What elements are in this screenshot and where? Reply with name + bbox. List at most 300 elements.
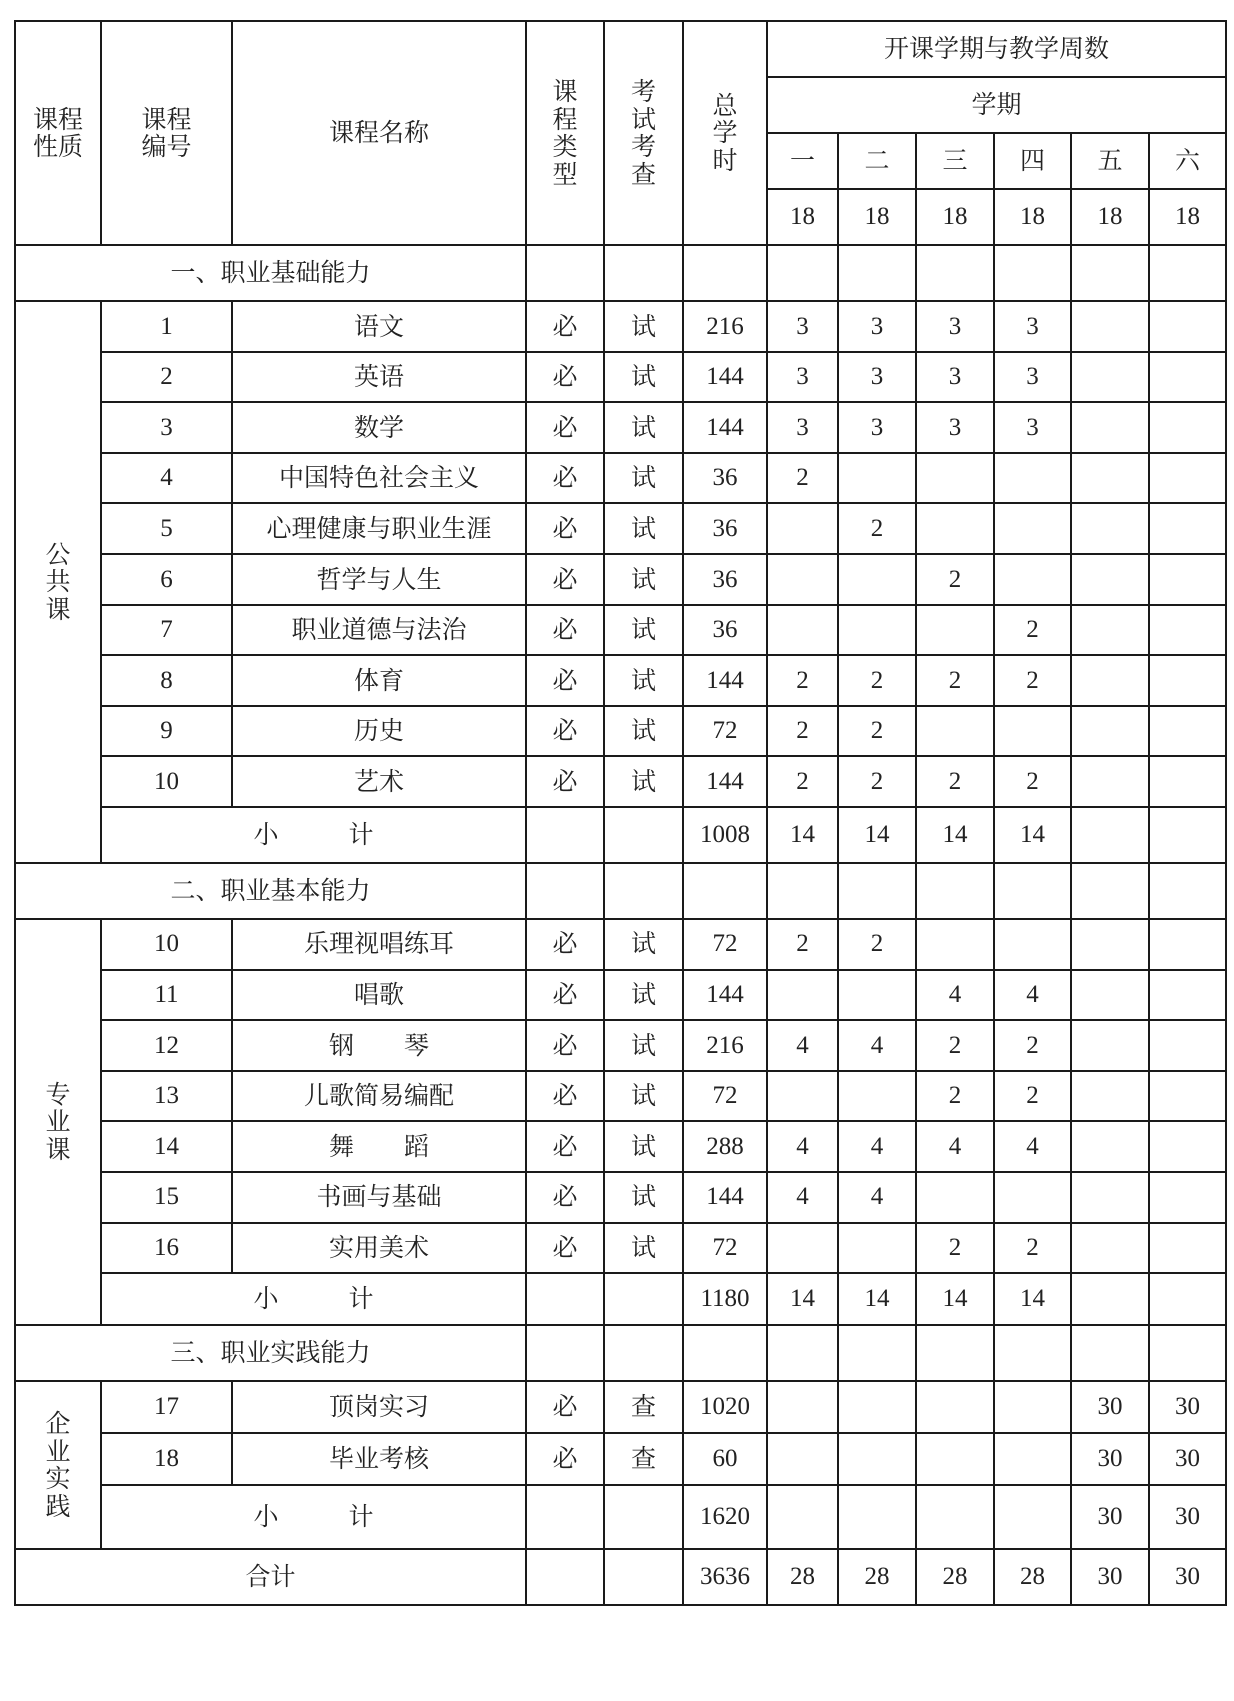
semester-2-hours: 2 [838,919,916,970]
empty-cell [1071,1325,1149,1381]
exam-type: 试 [604,655,683,706]
course-hours: 36 [683,453,767,504]
course-type: 必 [526,402,604,453]
course-number: 7 [101,605,232,656]
exam-type: 查 [604,1433,683,1485]
exam-type: 试 [604,1071,683,1122]
semester-3-hours [916,1381,994,1433]
semester-3-hours: 2 [916,554,994,605]
header-semester: 学期 [767,77,1226,133]
subtotal-semester-2 [838,1485,916,1549]
course-hours: 60 [683,1433,767,1485]
semester-4-hours: 2 [994,1071,1071,1122]
subtotal-semester-6 [1149,1273,1226,1325]
course-name: 数学 [232,402,526,453]
course-type: 必 [526,554,604,605]
header-course-name: 课程名称 [232,21,526,245]
course-number: 6 [101,554,232,605]
header-weeks-6: 18 [1149,189,1226,245]
subtotal-semester-2: 14 [838,1273,916,1325]
table-row [15,605,1226,656]
semester-3-hours [916,503,994,554]
header-weeks-1: 18 [767,189,838,245]
exam-type: 试 [604,554,683,605]
semester-1-hours: 2 [767,706,838,757]
course-type: 必 [526,1121,604,1172]
semester-5-hours [1071,352,1149,403]
semester-2-hours [838,970,916,1021]
header-weeks-5: 18 [1071,189,1149,245]
subtotal-semester-3: 14 [916,1273,994,1325]
course-name: 心理健康与职业生涯 [232,503,526,554]
semester-1-hours [767,1381,838,1433]
total-semester-4: 28 [994,1549,1071,1605]
course-hours: 144 [683,970,767,1021]
semester-6-hours [1149,453,1226,504]
subtotal-label-a: 小 [253,1502,279,1532]
subtotal-semester-1: 14 [767,807,838,863]
semester-3-hours [916,605,994,656]
course-type: 必 [526,706,604,757]
empty-cell [838,245,916,301]
course-hours: 72 [683,1223,767,1274]
subtotal-label [101,807,526,863]
course-type: 必 [526,1223,604,1274]
course-hours: 36 [683,503,767,554]
semester-3-hours: 2 [916,1071,994,1122]
total-label: 合计 [15,1549,526,1605]
semester-1-hours: 4 [767,1121,838,1172]
subtotal-row [15,807,1226,863]
table-row [15,1020,1226,1071]
semester-1-hours [767,1223,838,1274]
course-name: 舞 蹈 [232,1121,526,1172]
semester-4-hours: 3 [994,402,1071,453]
total-semester-5: 30 [1071,1549,1149,1605]
course-number: 8 [101,655,232,706]
semester-4-hours: 2 [994,1020,1071,1071]
course-type: 必 [526,1381,604,1433]
course-name: 乐理视唱练耳 [232,919,526,970]
empty-cell [838,863,916,919]
semester-3-hours [916,1172,994,1223]
semester-2-hours [838,1223,916,1274]
course-type: 必 [526,756,604,807]
course-number: 13 [101,1071,232,1122]
subtotal-label [101,1273,526,1325]
semester-1-hours [767,1071,838,1122]
empty-cell [1149,863,1226,919]
empty-cell [604,863,683,919]
semester-4-hours [994,503,1071,554]
empty-cell [526,1325,604,1381]
subtotal-semester-5: 30 [1071,1485,1149,1549]
section-row [15,245,1226,301]
subtotal-semester-3 [916,1485,994,1549]
course-number: 12 [101,1020,232,1071]
semester-2-hours: 3 [838,301,916,352]
subtotal-semester-1 [767,1485,838,1549]
semester-4-hours [994,1172,1071,1223]
semester-6-hours [1149,554,1226,605]
semester-4-hours: 2 [994,756,1071,807]
exam-type: 试 [604,1223,683,1274]
semester-3-hours: 4 [916,970,994,1021]
empty-cell [526,1273,604,1325]
semester-6-hours [1149,1223,1226,1274]
semester-3-hours [916,706,994,757]
subtotal-row [15,1485,1226,1549]
header-course-nature: 课程 性质 [15,21,101,245]
section-row [15,863,1226,919]
subtotal-label [101,1485,526,1549]
empty-cell [994,1325,1071,1381]
semester-5-hours: 30 [1071,1381,1149,1433]
header-course-type: 课 程 类 型 [526,21,604,245]
table-row [15,402,1226,453]
subtotal-hours: 1008 [683,807,767,863]
course-name: 毕业考核 [232,1433,526,1485]
semester-6-hours [1149,402,1226,453]
course-name: 书画与基础 [232,1172,526,1223]
semester-4-hours: 4 [994,970,1071,1021]
course-hours: 1020 [683,1381,767,1433]
course-number: 3 [101,402,232,453]
total-semester-3: 28 [916,1549,994,1605]
semester-6-hours [1149,503,1226,554]
subtotal-label-b: 计 [348,820,374,850]
subtotal-semester-6 [1149,807,1226,863]
empty-cell [994,245,1071,301]
semester-2-hours: 3 [838,352,916,403]
empty-cell [1149,1325,1226,1381]
subtotal-semester-4: 14 [994,807,1071,863]
semester-5-hours [1071,402,1149,453]
semester-6-hours [1149,655,1226,706]
exam-type: 试 [604,503,683,554]
semester-5-hours [1071,706,1149,757]
semester-3-hours [916,919,994,970]
semester-1-hours: 2 [767,756,838,807]
header-semester-3: 三 [916,133,994,189]
empty-cell [604,1273,683,1325]
semester-3-hours [916,453,994,504]
total-row [15,1549,1226,1605]
course-type: 必 [526,1020,604,1071]
semester-4-hours: 3 [994,301,1071,352]
semester-6-hours [1149,1121,1226,1172]
semester-5-hours [1071,1071,1149,1122]
exam-type: 试 [604,352,683,403]
semester-2-hours [838,453,916,504]
empty-cell [838,1325,916,1381]
subtotal-semester-1: 14 [767,1273,838,1325]
semester-5-hours [1071,1121,1149,1172]
table-row [15,453,1226,504]
semester-4-hours [994,706,1071,757]
header-weeks-4: 18 [994,189,1071,245]
exam-type: 试 [604,605,683,656]
semester-3-hours: 3 [916,301,994,352]
curriculum-table-body [15,21,1226,1605]
header-course-number: 课程 编号 [101,21,232,245]
semester-5-hours [1071,655,1149,706]
category-label: 公 共 课 [15,301,101,863]
semester-2-hours: 4 [838,1020,916,1071]
course-name: 历史 [232,706,526,757]
semester-5-hours [1071,756,1149,807]
semester-4-hours [994,919,1071,970]
semester-4-hours: 2 [994,1223,1071,1274]
header-exam-type: 考 试 考 查 [604,21,683,245]
exam-type: 查 [604,1381,683,1433]
header-semester-6: 六 [1149,133,1226,189]
exam-type: 试 [604,453,683,504]
course-number: 4 [101,453,232,504]
exam-type: 试 [604,402,683,453]
course-type: 必 [526,1071,604,1122]
course-number: 2 [101,352,232,403]
course-number: 18 [101,1433,232,1485]
course-number: 15 [101,1172,232,1223]
exam-type: 试 [604,919,683,970]
header-weeks-3: 18 [916,189,994,245]
semester-3-hours: 3 [916,352,994,403]
curriculum-table [14,20,1227,1606]
table-row [15,756,1226,807]
empty-cell [604,807,683,863]
semester-2-hours: 4 [838,1121,916,1172]
exam-type: 试 [604,301,683,352]
total-hours: 3636 [683,1549,767,1605]
semester-2-hours: 3 [838,402,916,453]
course-hours: 36 [683,605,767,656]
table-row [15,1121,1226,1172]
table-row [15,1223,1226,1274]
semester-1-hours: 2 [767,453,838,504]
course-name: 职业道德与法治 [232,605,526,656]
empty-cell [1071,863,1149,919]
subtotal-semester-3: 14 [916,807,994,863]
subtotal-label-a: 小 [253,1284,279,1314]
semester-2-hours: 2 [838,706,916,757]
empty-cell [916,245,994,301]
exam-type: 试 [604,756,683,807]
empty-cell [526,807,604,863]
category-label: 专 业 课 [15,919,101,1325]
table-row [15,655,1226,706]
semester-3-hours: 2 [916,756,994,807]
subtotal-hours: 1180 [683,1273,767,1325]
semester-6-hours [1149,756,1226,807]
section-title: 一、职业基础能力 [15,245,526,301]
semester-2-hours: 2 [838,503,916,554]
semester-3-hours: 2 [916,655,994,706]
empty-cell [526,245,604,301]
empty-cell [604,1325,683,1381]
semester-6-hours [1149,352,1226,403]
semester-5-hours [1071,605,1149,656]
empty-cell [526,1485,604,1549]
course-type: 必 [526,301,604,352]
semester-4-hours: 4 [994,1121,1071,1172]
semester-1-hours [767,503,838,554]
course-type: 必 [526,605,604,656]
course-name: 唱歌 [232,970,526,1021]
table-row [15,1433,1226,1485]
subtotal-semester-6: 30 [1149,1485,1226,1549]
course-name: 实用美术 [232,1223,526,1274]
course-hours: 216 [683,1020,767,1071]
course-type: 必 [526,655,604,706]
semester-4-hours: 2 [994,605,1071,656]
subtotal-semester-4: 14 [994,1273,1071,1325]
subtotal-label-a: 小 [253,820,279,850]
header-schedule: 开课学期与教学周数 [767,21,1226,77]
semester-6-hours [1149,1020,1226,1071]
course-hours: 36 [683,554,767,605]
section-title: 二、职业基本能力 [15,863,526,919]
empty-cell [526,863,604,919]
course-type: 必 [526,1433,604,1485]
semester-4-hours: 2 [994,655,1071,706]
exam-type: 试 [604,1121,683,1172]
table-row [15,706,1226,757]
semester-5-hours [1071,1020,1149,1071]
empty-cell [916,1325,994,1381]
subtotal-hours: 1620 [683,1485,767,1549]
semester-2-hours: 2 [838,756,916,807]
course-number: 14 [101,1121,232,1172]
semester-1-hours [767,605,838,656]
course-hours: 72 [683,919,767,970]
semester-5-hours [1071,554,1149,605]
subtotal-semester-5 [1071,1273,1149,1325]
semester-2-hours: 2 [838,655,916,706]
semester-5-hours [1071,453,1149,504]
header-total-hours: 总 学 时 [683,21,767,245]
empty-cell [604,1549,683,1605]
semester-6-hours [1149,605,1226,656]
course-hours: 72 [683,706,767,757]
course-hours: 288 [683,1121,767,1172]
subtotal-semester-2: 14 [838,807,916,863]
semester-4-hours [994,1433,1071,1485]
table-row [15,970,1226,1021]
empty-cell [1071,245,1149,301]
course-hours: 144 [683,1172,767,1223]
course-number: 9 [101,706,232,757]
semester-5-hours [1071,1172,1149,1223]
table-row [15,1381,1226,1433]
total-semester-1: 28 [767,1549,838,1605]
course-type: 必 [526,1172,604,1223]
subtotal-label-b: 计 [348,1284,374,1314]
course-type: 必 [526,453,604,504]
empty-cell [604,1485,683,1549]
exam-type: 试 [604,970,683,1021]
table-row [15,503,1226,554]
course-number: 16 [101,1223,232,1274]
semester-2-hours [838,1433,916,1485]
semester-1-hours [767,1433,838,1485]
semester-5-hours: 30 [1071,1433,1149,1485]
course-hours: 144 [683,352,767,403]
section-title: 三、职业实践能力 [15,1325,526,1381]
course-name: 儿歌简易编配 [232,1071,526,1122]
course-number: 17 [101,1381,232,1433]
semester-6-hours [1149,301,1226,352]
semester-5-hours [1071,970,1149,1021]
header-weeks-2: 18 [838,189,916,245]
subtotal-label-b: 计 [348,1502,374,1532]
table-row [15,1071,1226,1122]
semester-3-hours: 2 [916,1223,994,1274]
semester-2-hours [838,605,916,656]
semester-2-hours [838,1071,916,1122]
empty-cell [683,1325,767,1381]
semester-1-hours: 4 [767,1020,838,1071]
exam-type: 试 [604,1172,683,1223]
course-hours: 144 [683,756,767,807]
course-hours: 144 [683,402,767,453]
semester-1-hours: 2 [767,919,838,970]
semester-1-hours: 2 [767,655,838,706]
semester-5-hours [1071,503,1149,554]
semester-4-hours [994,1381,1071,1433]
course-number: 10 [101,919,232,970]
course-number: 1 [101,301,232,352]
semester-4-hours [994,453,1071,504]
category-label: 企 业 实 践 [15,1381,101,1549]
semester-6-hours [1149,1172,1226,1223]
semester-1-hours: 3 [767,352,838,403]
header-semester-2: 二 [838,133,916,189]
semester-1-hours [767,970,838,1021]
semester-6-hours: 30 [1149,1381,1226,1433]
course-type: 必 [526,503,604,554]
semester-2-hours [838,554,916,605]
course-name: 顶岗实习 [232,1381,526,1433]
semester-1-hours: 4 [767,1172,838,1223]
empty-cell [683,245,767,301]
semester-6-hours: 30 [1149,1433,1226,1485]
semester-6-hours [1149,919,1226,970]
semester-6-hours [1149,706,1226,757]
subtotal-semester-4 [994,1485,1071,1549]
course-name: 艺术 [232,756,526,807]
empty-cell [604,245,683,301]
course-name: 体育 [232,655,526,706]
semester-5-hours [1071,919,1149,970]
empty-cell [767,863,838,919]
subtotal-row [15,1273,1226,1325]
semester-3-hours: 4 [916,1121,994,1172]
empty-cell [526,1549,604,1605]
exam-type: 试 [604,706,683,757]
semester-1-hours: 3 [767,301,838,352]
total-semester-6: 30 [1149,1549,1226,1605]
table-row [15,301,1226,352]
semester-2-hours: 4 [838,1172,916,1223]
course-type: 必 [526,970,604,1021]
semester-3-hours [916,1433,994,1485]
subtotal-semester-5 [1071,807,1149,863]
course-hours: 216 [683,301,767,352]
semester-1-hours [767,554,838,605]
semester-6-hours [1149,970,1226,1021]
empty-cell [1149,245,1226,301]
